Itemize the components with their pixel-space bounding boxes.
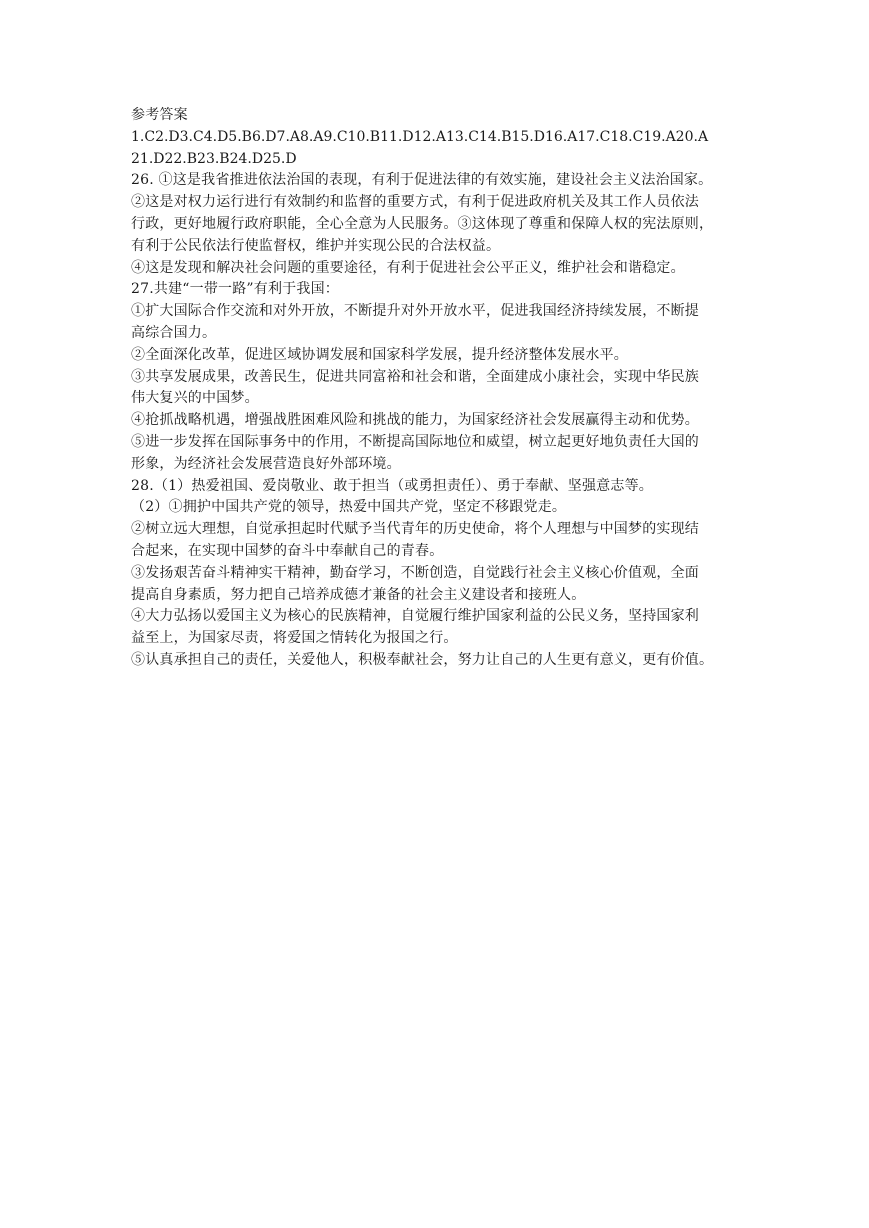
answer-28-part-2-line: 合起来，在实现中国梦的奋斗中奉献自己的青春。: [131, 542, 444, 559]
answer-28-part-2-line: （2）①拥护中国共产党的领导，热爱中国共产党，坚定不移跟党走。: [131, 499, 567, 516]
answer-27-heading: 27.共建“一带一路”有利于我国：: [131, 281, 339, 298]
answer-key-document: [131, 105, 741, 672]
answer-27-line: ④抢抓战略机遇，增强战胜困难风险和挑战的能力，为国家经济社会发展赢得主动和优势。: [131, 412, 699, 429]
answer-27-line: ③共享发展成果，改善民生，促进共同富裕和社会和谐，全面建成小康社会，实现中华民族: [131, 368, 699, 385]
answer-26-line: 有利于公民依法行使监督权，维护并实现公民的合法权益。: [131, 237, 501, 254]
answer-27-line: 形象，为经济社会发展营造良好外部环境。: [131, 455, 401, 472]
answer-27-line: ⑤进一步发挥在国际事务中的作用，不断提高国际地位和威望，树立起更好地负责任大国的: [131, 433, 699, 450]
answer-27-line: ①扩大国际合作交流和对外开放，不断提升对外开放水平，促进我国经济持续发展，不断提: [131, 303, 699, 320]
answer-26-line: ②这是对权力运行进行有效制约和监督的重要方式，有利于促进政府机关及其工作人员依法: [131, 194, 699, 211]
answer-28-part-2-line: ②树立远大理想，自觉承担起时代赋予当代青年的历史使命，将个人理想与中国梦的实现结: [131, 521, 699, 538]
answer-27-line: 高综合国力。: [131, 324, 217, 341]
answer-28-part-2-line: 提高自身素质，努力把自己培养成德才兼备的社会主义建设者和接班人。: [131, 586, 586, 603]
answer-28-part-2-line: 益至上，为国家尽责，将爱国之情转化为报国之行。: [131, 630, 458, 647]
answer-28-part-2-line: ④大力弘扬以爱国主义为核心的民族精神，自觉履行维护国家利益的公民义务，坚持国家利: [131, 608, 699, 625]
answer-26-line: 26. ①这是我省推进依法治国的表现，有利于促进法律的有效实施，建设社会主义法治国家。: [131, 172, 713, 189]
mc-answers-line-1: 1.C2.D3.C4.D5.B6.D7.A8.A9.C10.B11.D12.A13.C14.B15.D16.A17.C18.C19.A20.A: [131, 128, 709, 145]
mc-answers-line-2: 21.D22.B23.B24.D25.D: [131, 150, 297, 167]
answer-28-part-2-line: ③发扬艰苦奋斗精神实干精神，勤奋学习，不断创造，自觉践行社会主义核心价值观，全面: [131, 564, 699, 581]
answer-27-line: ②全面深化改革，促进区域协调发展和国家科学发展，提升经济整体发展水平。: [131, 346, 628, 363]
answer-26-line: 行政，更好地履行政府职能，全心全意为人民服务。③这体现了尊重和保障人权的宪法原则，: [131, 215, 714, 232]
answer-26-line: ④这是发现和解决社会问题的重要途径，有利于促进社会公平正义，维护社会和谐稳定。: [131, 259, 685, 276]
answer-27-line: 伟大复兴的中国梦。: [131, 390, 259, 407]
answer-28-part-2-line: ⑤认真承担自己的责任，关爱他人，积极奉献社会，努力让自己的人生更有意义，更有价值。: [131, 651, 714, 668]
answer-28-part-1: 28.（1）热爱祖国、爱岗敬业、敢于担当（或勇担责任）、勇于奉献、坚强意志等。: [131, 477, 653, 494]
document-title: 参考答案: [131, 107, 188, 123]
